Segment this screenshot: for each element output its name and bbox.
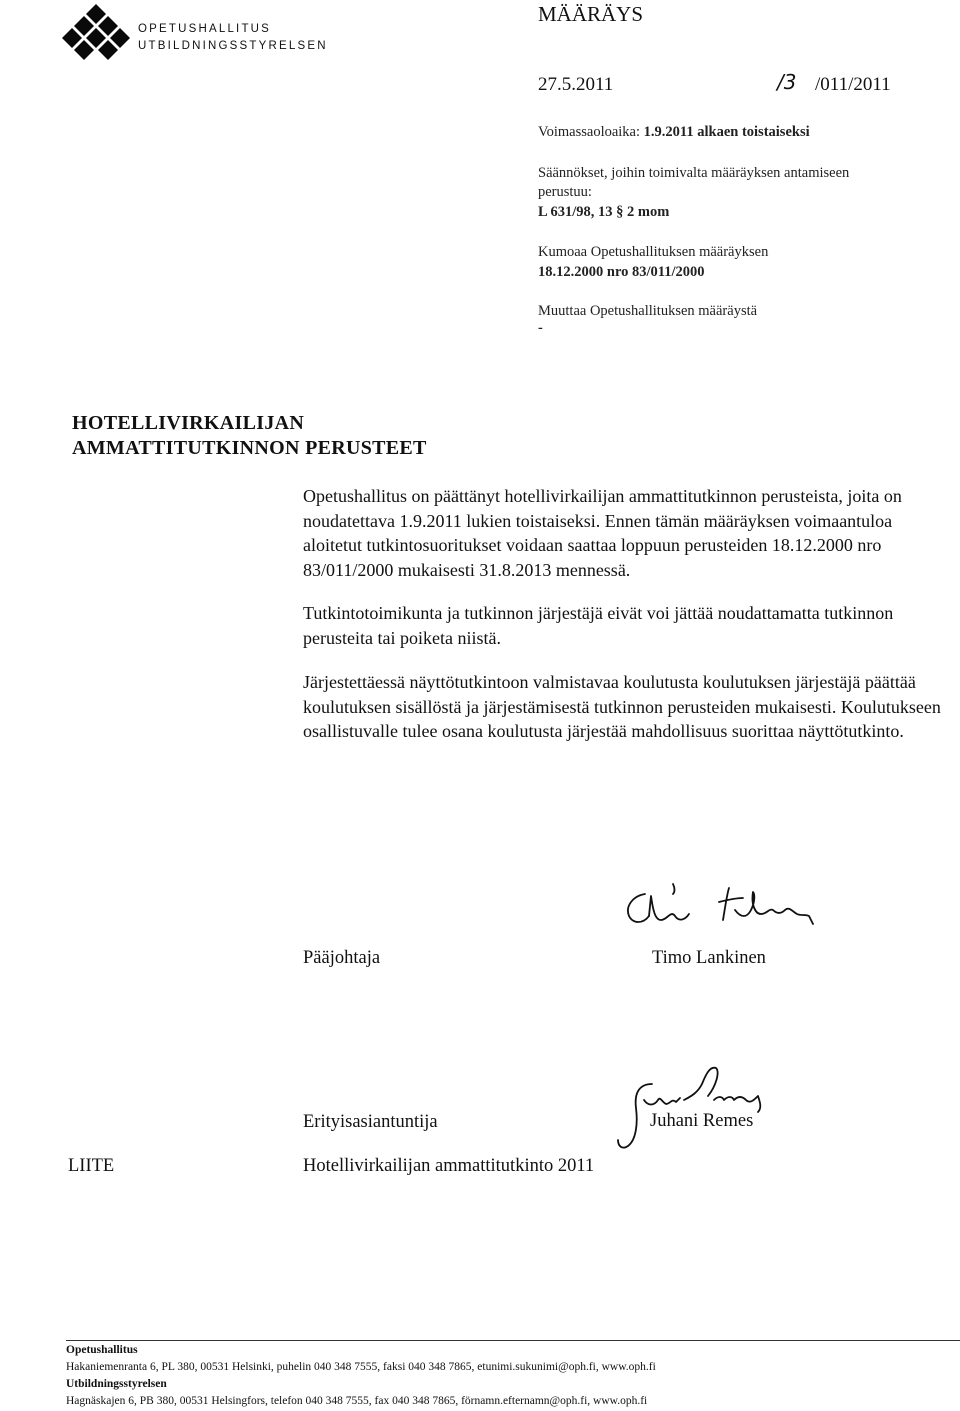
- document-number: /011/2011: [815, 74, 891, 95]
- diamond-cluster-icon: [62, 4, 130, 64]
- signature-role-1: Pääjohtaja: [303, 948, 381, 968]
- footer-address-sv: Hagnäskajen 6, PB 380, 00531 Helsingfors, telefon 040 348 7555, fax 040 348 7865, förnamn.efternamn@oph.fi, www.oph.fi: [66, 1395, 648, 1407]
- authority-label-2: perustuu:: [538, 184, 592, 200]
- org-name-fi: OPETUSHALLITUS: [138, 23, 272, 35]
- amends-label: Muuttaa Opetushallituksen määräystä: [538, 303, 758, 319]
- authority-label-1: Säännökset, joihin toimivalta määräyksen antamiseen: [538, 165, 850, 181]
- footer-divider: [66, 1340, 960, 1341]
- signature-role-2: Erityisasiantuntija: [303, 1112, 438, 1132]
- org-name-sv: UTBILDNINGSSTYRELSEN: [138, 40, 328, 52]
- document-date: 27.5.2011: [538, 74, 614, 95]
- body-paragraph-3: Järjestettäessä näyttötutkintoon valmistavaa koulutusta koulutuksen järjestäjä päättää koulutuksen sisällöstä ja järjestämisestä tutkinnon perusteiden mukaisesti. Koulutukseen osallistuvalle tulee osana koulutusta järjestää mahdollisuus suorittaa näyttötutkinto.: [303, 672, 941, 741]
- footer-org-sv: Utbildningsstyrelsen: [66, 1378, 167, 1390]
- amends-value: -: [538, 320, 543, 336]
- body-paragraph-2: Tutkintotoimikunta ja tutkinnon järjestäjä eivät voi jättää noudattamatta tutkinnon perusteita tai poiketa niistä.: [303, 603, 894, 648]
- authority-value: L 631/98, 13 § 2 mom: [538, 204, 670, 220]
- body-paragraph-1: Opetushallitus on päättänyt hotellivirkailijan ammattitutkinnon perusteista, joita on noudatettava 1.9.2011 lukien toistaiseksi. Ennen tämän määräyksen voimaantuloa aloitetut tutkintosuoritukset voidaan saattaa loppuun perusteiden 18.12.2000 nro 83/011/2000 mukaisesti 31.8.2013 mennessä.: [303, 486, 902, 580]
- signature-name-2: Juhani Remes: [650, 1111, 754, 1131]
- signature-timo-lankinen: [615, 880, 865, 940]
- footer-address-fi: Hakaniemenranta 6, PL 380, 00531 Helsinki, puhelin 040 348 7555, faksi 040 348 7865, etunimi.sukunimi@oph.fi, www.oph.fi: [66, 1361, 656, 1373]
- repeals-label: Kumoaa Opetushallituksen määräyksen: [538, 244, 769, 260]
- attachment-label: LIITE: [68, 1156, 115, 1176]
- signature-name-1: Timo Lankinen: [652, 948, 766, 968]
- repeals-value: 18.12.2000 nro 83/011/2000: [538, 264, 705, 280]
- footer-org-fi: Opetushallitus: [66, 1344, 138, 1356]
- document-number-handwritten: /3: [777, 70, 797, 94]
- attachment-value: Hotellivirkailijan ammattitutkinto 2011: [303, 1156, 595, 1176]
- page-title-line-2: AMMATTITUTKINNON PERUSTEET: [72, 437, 427, 459]
- validity-label: Voimassaoloaika:: [538, 124, 644, 140]
- validity-period: [538, 124, 810, 141]
- logo: [62, 4, 328, 64]
- page-title-line-1: HOTELLIVIRKAILIJAN: [72, 412, 305, 434]
- validity-value: 1.9.2011 alkaen toistaiseksi: [643, 124, 810, 140]
- signature-juhani-remes: [612, 1062, 782, 1152]
- document-type: MÄÄRÄYS: [538, 2, 644, 26]
